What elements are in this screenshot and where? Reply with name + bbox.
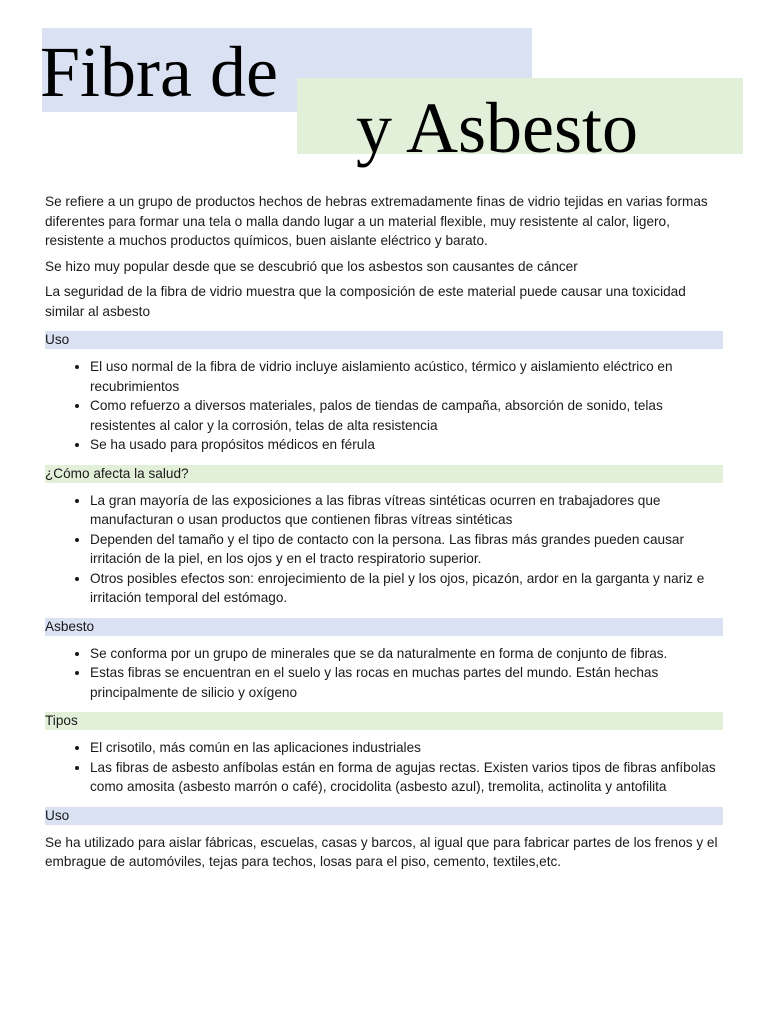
intro-paragraph: La seguridad de la fibra de vidrio muestra que la composición de este material puede causar una toxicidad similar al asbesto (45, 284, 686, 319)
intro-paragraph: Se hizo muy popular desde que se descubrió que los asbestos son causantes de cáncer (45, 258, 578, 274)
title-line-2: y Asbesto (356, 88, 639, 168)
list-item: • La gran mayoría de las exposiciones a las fibras vítreas sintéticas ocurren en trabajadores que manufacturan o usan productos que contienen fibras vítreas sintéticas (90, 491, 723, 530)
list-item: • Como refuerzo a diversos materiales, palos de tiendas de campaña, absorción de sonido, telas resistentes al calor y la corrosión, telas de alta resistencia (90, 396, 723, 435)
title-block (0, 0, 768, 180)
list-item: • Otros posibles efectos son: enrojecimiento de la piel y los ojos, picazón, ardor en la garganta y nariz e irritación temporal del estómago. (90, 569, 723, 608)
list-item: • El crisotilo, más común en las aplicaciones industriales (90, 738, 723, 758)
list-item: • El uso normal de la fibra de vidrio incluye aislamiento acústico, térmico y aislamiento eléctrico en recubrimientos (90, 357, 723, 396)
list-item: • Se ha usado para propósitos médicos en férula (90, 435, 723, 455)
section-heading-asbesto: Asbesto (45, 618, 723, 636)
bullet-list-salud (45, 491, 723, 608)
list-item: • Las fibras de asbesto anfíbolas están en forma de agujas rectas. Existen varios tipos de fibras anfíbolas como amosita (asbesto marrón o café), crocidolita (asbesto azul), tremolita, actinolita y antofilita (90, 758, 723, 797)
bullet-list-tipos (45, 738, 723, 797)
section-heading-uso: Uso (45, 331, 723, 349)
uso-asbesto-paragraph: Se ha utilizado para aislar fábricas, escuelas, casas y barcos, al igual que para fabricar partes de los frenos y el embrague de automóviles, tejas para techos, losas para el piso, cemento, textiles,etc. (45, 834, 718, 869)
list-item: • Dependen del tamaño y el tipo de contacto con la persona. Las fibras más grandes pueden causar irritación de la piel, en los ojos y en el tracto respiratorio superior. (90, 530, 723, 569)
bullet-list-uso (45, 357, 723, 455)
intro-paragraph: Se refiere a un grupo de productos hechos de hebras extremadamente finas de vidrio tejidas en varias formas diferentes para formar una tela o malla dando lugar a un material flexible, muy resistente al calor, ligero, resistente a muchos productos químicos, buen aislante eléctrico y barato. (45, 194, 708, 248)
section-heading-tipos: Tipos (45, 712, 723, 730)
title-line-1: Fibra de (40, 32, 278, 112)
list-item: • Se conforma por un grupo de minerales que se da naturalmente en forma de conjunto de fibras. (90, 644, 723, 664)
section-heading-uso-asbesto: Uso (45, 807, 723, 825)
section-heading-salud: ¿Cómo afecta la salud? (45, 465, 723, 483)
bullet-list-asbesto (45, 644, 723, 703)
document-body (45, 192, 723, 878)
list-item: • Estas fibras se encuentran en el suelo y las rocas en muchas partes del mundo. Están hechas principalmente de silicio y oxígeno (90, 663, 723, 702)
